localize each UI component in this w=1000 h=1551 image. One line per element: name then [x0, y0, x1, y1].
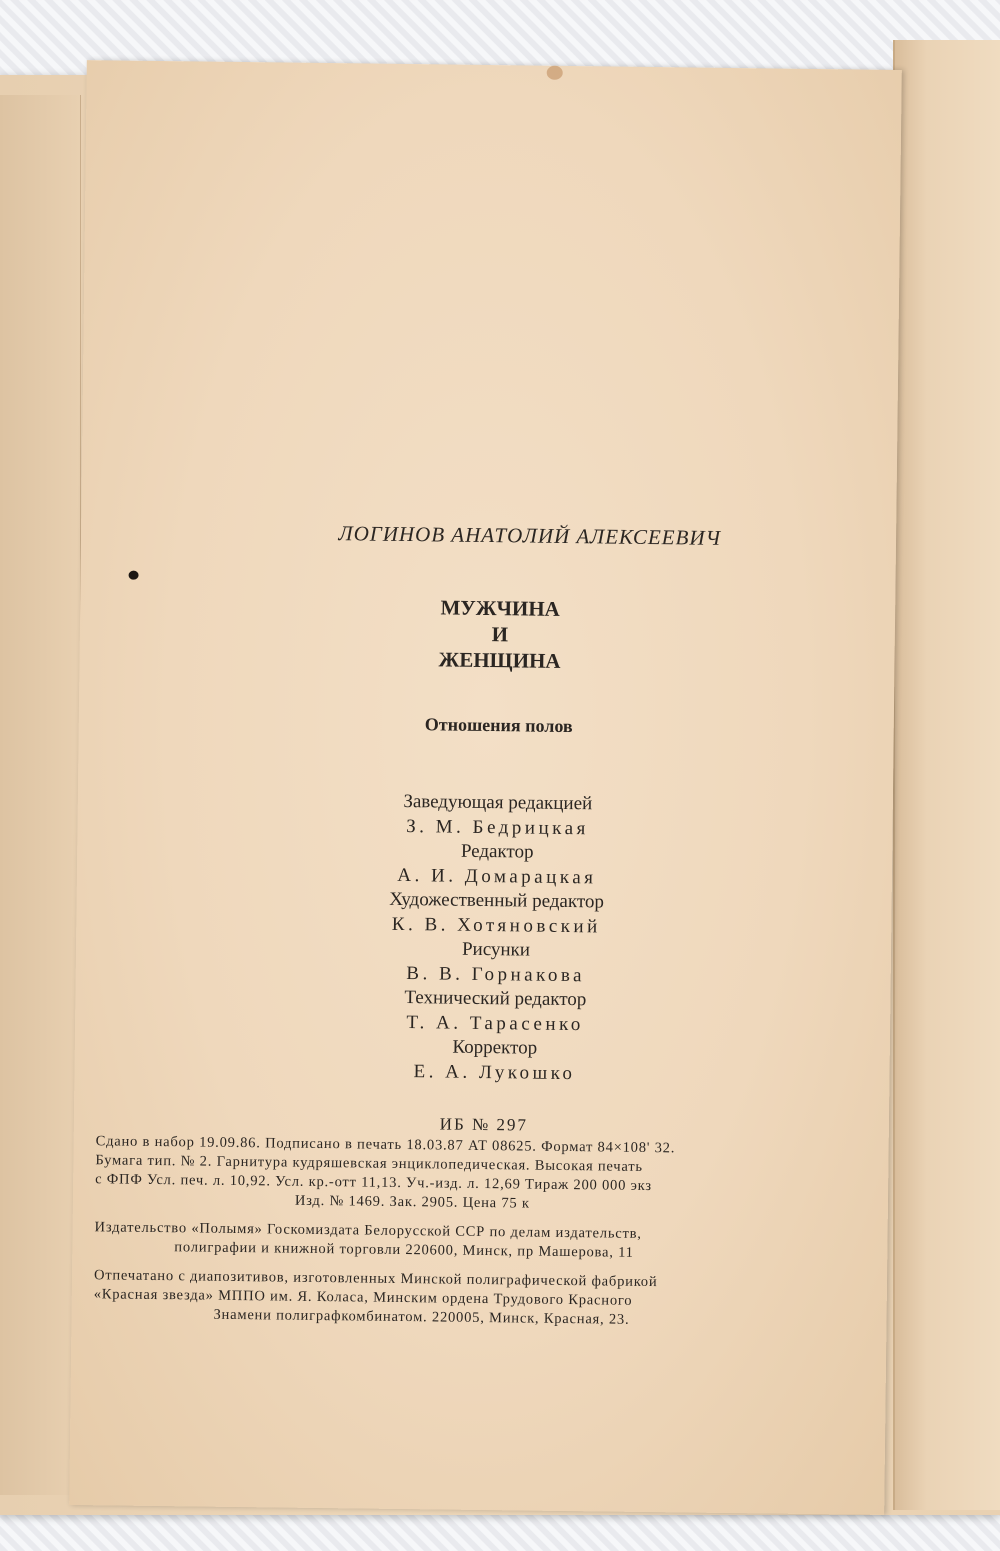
printer-line: Знамени полиграфкомбинатом. 220005, Минск, Красная, 23. — [213, 1306, 630, 1328]
ink-dot — [129, 571, 139, 580]
credit-role: Корректор — [452, 1036, 538, 1059]
right-cover-flap — [893, 40, 1000, 1510]
credits-list — [324, 789, 668, 1087]
credit-name: В. В. Горнакова — [406, 962, 586, 986]
stain-mark — [547, 66, 563, 80]
title-line: МУЖЧИНА — [440, 595, 560, 621]
printer-line: Отпечатано с диапозитивов, изготовленных Минской полиграфической фабрикой — [93, 1267, 658, 1291]
credit-role: Редактор — [460, 840, 534, 863]
production-line: Бумага тип. № 2. Гарнитура кудряшевская энциклопедическая. Высокая печать — [95, 1152, 643, 1175]
credit-role: Технический редактор — [404, 987, 587, 1011]
production-line: Изд. № 1469. Зак. 2905. Цена 75 к — [294, 1192, 530, 1212]
imprint-details — [93, 1132, 855, 1332]
ib-number: ИБ № 297 — [439, 1114, 529, 1135]
left-page-edges — [0, 95, 81, 1495]
imprint-page — [69, 60, 902, 1515]
credit-name: А. И. Домарацкая — [397, 864, 597, 888]
author-name: ЛОГИНОВ АНАТОЛИЙ АЛЕКСЕЕВИЧ — [338, 521, 722, 550]
book-subtitle: Отношения полов — [424, 714, 573, 737]
credit-role: Заведующая редакцией — [403, 790, 593, 815]
printer-line: «Красная звезда» МППО им. Я. Коласа, Минским ордена Трудового Красного — [93, 1286, 633, 1309]
publisher-line: Издательство «Полымя» Госкомиздата Белорусской ССР по делам издательств, — [94, 1219, 642, 1242]
credit-role: Художественный редактор — [389, 888, 605, 913]
production-line: Сдано в набор 19.09.86. Подписано в печать 18.03.87 АТ 08625. Формат 84×108' 32. — [95, 1133, 676, 1157]
credit-role: Рисунки — [461, 938, 531, 961]
title-line: ЖЕНЩИНА — [438, 647, 561, 673]
production-line: с ФПФ Усл. печ. л. 10,92. Усл. кр.-отт 11,13. Уч.-изд. л. 12,69 Тираж 200 000 экз — [95, 1171, 652, 1195]
credit-name: Т. А. Тарасенко — [406, 1011, 584, 1035]
title-line: И — [491, 622, 509, 647]
credit-name: К. В. Хотяновский — [391, 913, 601, 937]
credit-name: Е. А. Лукошко — [413, 1060, 576, 1084]
credit-name: З. М. Бедрицкая — [406, 815, 589, 839]
book-title — [399, 594, 600, 674]
publisher-line: полиграфии и книжной торговли 220600, Минск, пр Машерова, 11 — [174, 1239, 634, 1261]
